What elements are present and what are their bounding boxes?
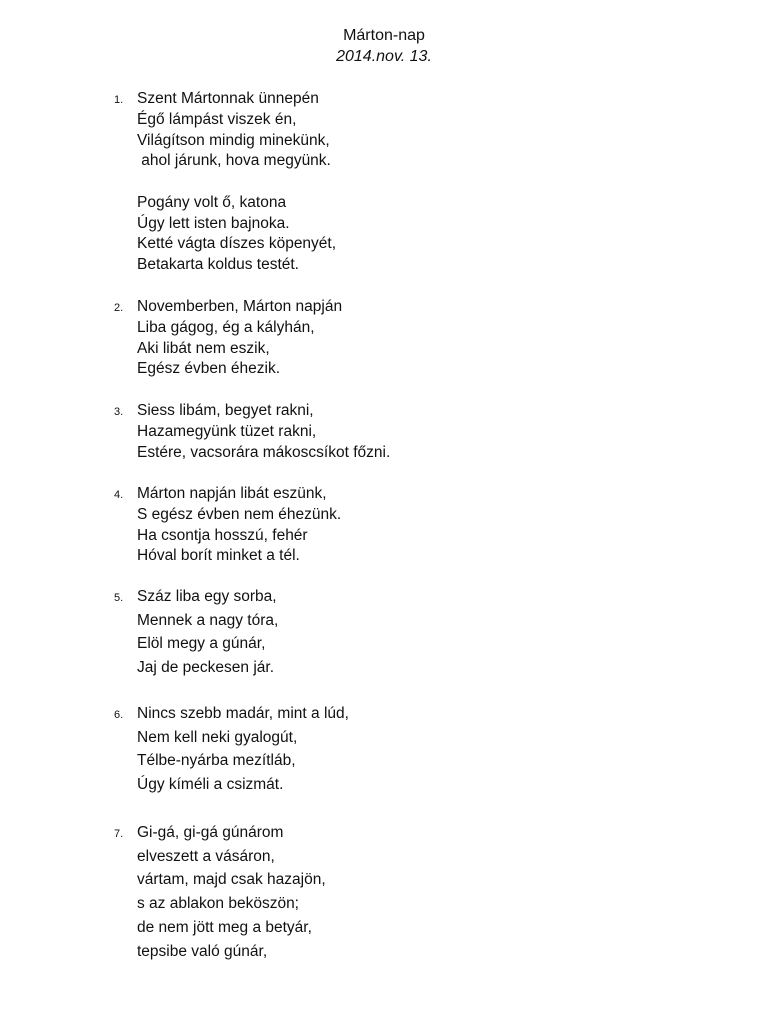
stanza-number: 6. <box>114 709 124 721</box>
poem-line: Betakarta koldus testét. <box>137 256 299 273</box>
poem-line: vártam, majd csak hazajön, <box>137 871 326 889</box>
stanza-number: 4. <box>114 489 124 501</box>
poem-line: Elöl megy a gúnár, <box>137 635 266 653</box>
stanza-number: 3. <box>114 406 124 418</box>
poem-line: Egész évben éhezik. <box>137 360 281 378</box>
poem-line: Hóval borít minket a tél. <box>137 547 300 565</box>
poem-line: Aki libát nem eszik, <box>137 339 270 357</box>
poem-line: Siess libám, begyet rakni, <box>137 402 314 419</box>
stanza-number: 1. <box>114 94 124 106</box>
poem-line: Gi-gá, gi-gá gúnárom <box>137 824 284 841</box>
poem-line: Jaj de peckesen jár. <box>137 659 275 677</box>
poem-line: Úgy lett isten bajnoka. <box>137 214 290 232</box>
poem-line: ahol járunk, hova megyünk. <box>137 152 331 170</box>
poem-line: Szent Mártonnak ünnepén <box>137 90 319 107</box>
poem-line: Pogány volt ő, katona <box>137 193 287 211</box>
stanza-number: 2. <box>114 302 124 314</box>
poem-line: s az ablakon beköszön; <box>137 895 299 913</box>
poem-line: Világítson mindig minekünk, <box>137 131 330 149</box>
poem-line: Estére, vacsorára mákoscsíkot főzni. <box>137 443 391 461</box>
poem-line: Nincs szebb madár, mint a lúd, <box>137 705 349 722</box>
stanza-number: 5. <box>114 592 124 604</box>
poem-line: Úgy kíméli a csizmát. <box>137 776 284 794</box>
page-date: 2014.nov. 13. <box>336 48 432 65</box>
stanza-number: 7. <box>114 828 124 840</box>
poem-line: Márton napján libát eszünk, <box>137 485 327 502</box>
poem-line: Hazamegyünk tüzet rakni, <box>137 422 317 440</box>
page-title: Márton-nap <box>343 27 425 44</box>
poem-line: Mennek a nagy tóra, <box>137 611 279 629</box>
poem-line: de nem jött meg a betyár, <box>137 918 312 936</box>
poem-line: Ha csontja hosszú, fehér <box>137 526 308 544</box>
poem-line: Száz liba egy sorba, <box>137 588 277 605</box>
poem-line: Novemberben, Márton napján <box>137 298 343 315</box>
poem-line: elveszett a vásáron, <box>137 847 275 865</box>
poem-line: Liba gágog, ég a kályhán, <box>137 318 315 336</box>
poem-line: S egész évben nem éhezünk. <box>137 505 342 523</box>
poem-line: Ketté vágta díszes köpenyét, <box>137 235 337 253</box>
poem-line: Égő lámpást viszek én, <box>137 110 297 128</box>
poem-line: Nem kell neki gyalogút, <box>137 728 298 746</box>
poem-line: tepsibe való gúnár, <box>137 942 268 960</box>
poem-line: Télbe-nyárba mezítláb, <box>137 752 296 770</box>
